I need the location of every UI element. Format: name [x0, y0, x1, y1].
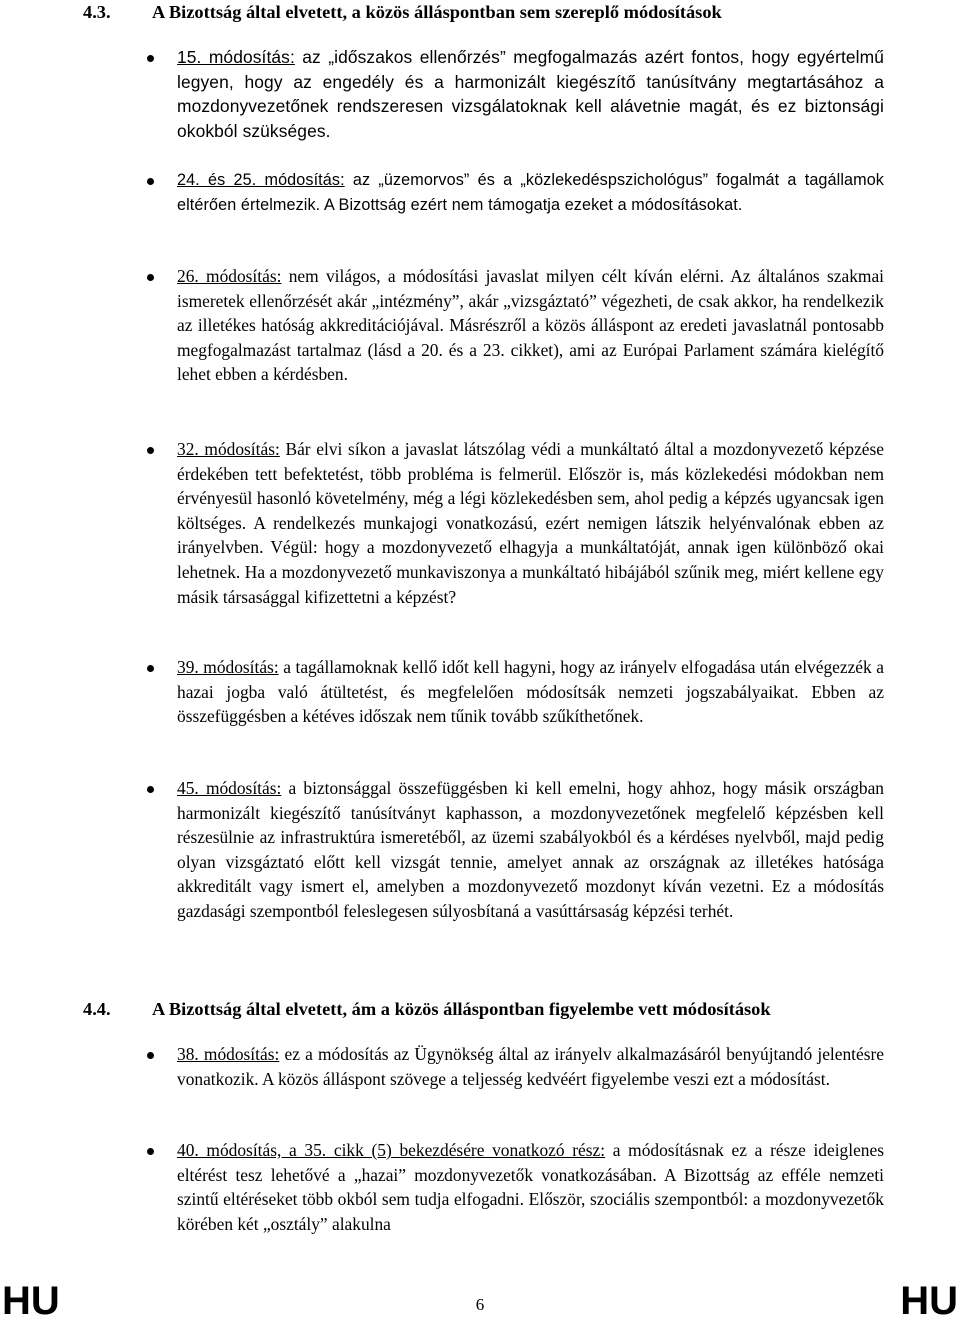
amendment-ref: 32. módosítás:: [177, 439, 280, 459]
bullet-icon: [147, 665, 154, 672]
bullet-icon: [147, 447, 154, 454]
bullet-icon: [147, 274, 154, 281]
amendment-text: a tagállamoknak kellő időt kell hagyni, hogy az irányelv elfogadása után elvégezzék a hazai jogba való átültetést, és megfelelően módosítsák nemzeti jogszabályaikat. Ebben az összefüggésben a kétéves időszak nem tűnik tovább szűkíthetőnek.: [177, 657, 884, 727]
amendment-text: az „üzemorvos” és a „közlekedéspszichológus” fogalmát a tagállamok eltérően értelmezik. A Bizottság ezért nem támogatja ezeket a módosításokat.: [177, 171, 884, 214]
list-item: [177, 437, 884, 609]
amendment-text: ez a módosítás az Ügynökség által az irányelv alkalmazásáról benyújtandó jelentésre vonatkozik. A közös álláspont szövege a teljesség kedvéért figyelembe veszi ezt a módosítást.: [177, 1044, 884, 1089]
list-item: [177, 655, 884, 729]
list-item: [177, 776, 884, 924]
amendment-text: a módosításnak ez a része ideiglenes eltérést tesz lehetővé a „hazai” mozdonyvezetők vonatkozásában. A Bizottság az efféle nemzeti szintű eltéréseket több okból sem tudja elfogadni. Először, szociális szempontból: a mozdonyvezetők körében két „osztály” alakulna: [177, 1140, 884, 1234]
amendment-ref: 40. módosítás, a 35. cikk (5) bekezdésére vonatkozó rész:: [177, 1140, 606, 1160]
section-number: 4.3.: [83, 2, 111, 22]
bullet-icon: [147, 178, 154, 185]
list-item: [177, 45, 884, 143]
bullet-icon: [147, 1052, 154, 1059]
amendment-text: Bár elvi síkon a javaslat látszólag védi a munkáltató által a mozdonyvezető képzése érdekében tett befektetést, több probléma is felmerül. Először is, más közlekedési módokban nem érvényesül hasonló követelmény, még a légi közlekedésben sem, ahol pedig a képzés ugyancsak igen költséges. A rendelkezés munkajogi vonatkozású, ezért nemigen látszik helyénvalónak ebben az irányelvben. Végül: hogy a mozdonyvezető elhagyja a munkáltatóját, annak igen különböző okai lehetnek. Ha a mozdonyvezető munkaviszonya a munkáltató hibájából szűnik meg, miért kellene egy másik társasággal kifizettetni a képzést?: [177, 439, 884, 607]
list-item: [177, 1138, 884, 1236]
amendment-ref: 38. módosítás:: [177, 1044, 280, 1064]
page-number: 6: [475, 1295, 485, 1314]
section-title: A Bizottság által elvetett, ám a közös álláspontban figyelembe vett módosítások: [152, 999, 771, 1019]
list-item: [177, 264, 884, 387]
amendment-ref: 24. és 25. módosítás:: [177, 171, 345, 189]
bullet-icon: [147, 1148, 154, 1155]
bullet-icon: [147, 55, 154, 62]
list-item: [177, 1042, 884, 1091]
bullet-icon: [147, 786, 154, 793]
footer-language-left: HU: [2, 1279, 60, 1323]
amendment-ref: 39. módosítás:: [177, 657, 279, 677]
amendment-ref: 26. módosítás:: [177, 266, 282, 286]
amendment-ref: 15. módosítás:: [177, 47, 295, 67]
footer-language-right: HU: [900, 1279, 958, 1323]
section-title: A Bizottság által elvetett, a közös álláspontban sem szereplő módosítások: [152, 2, 722, 22]
amendment-text: az „időszakos ellenőrzés” megfogalmazás azért fontos, hogy egyértelmű legyen, hogy az engedély és a harmonizált kiegészítő tanúsítvány megtartásához a mozdonyvezetőnek rendszeresen vizsgálatoknak kell alávetnie magát, és ez biztonsági okokból szükséges.: [177, 47, 884, 141]
amendment-text: a biztonsággal összefüggésben ki kell emelni, hogy ahhoz, hogy másik országban harmonizált kiegészítő tanúsítványt kaphasson, a mozdonyvezetőnek megfelelő képzésben kell részesülnie az infrastruktúra ismeretéből, az üzemi szabályokból és a kérdéses nyelvből, majd pedig olyan vizsgáztató előtt kell vizsgát tennie, amelyet annak az országnak az illetékes hatósága akkreditált vagy ismert el, amelyben a mozdonyvezető mozdonyt kíván vezetni. Ez a módosítás gazdasági szempontból feleslegesen súlyosbítaná a vasúttársaság képzési terhét.: [177, 778, 885, 921]
amendment-ref: 45. módosítás:: [177, 778, 282, 798]
list-item: [177, 168, 884, 217]
amendment-text: nem világos, a módosítási javaslat milyen célt kíván elérni. Az általános szakmai ismeretek ellenőrzését akár „intézmény”, akár „vizsgáztató” végezheti, de csak akkor, ha rendelkezik az illetékes hatóság akkreditációjával. Másrészről a közös álláspont az eredeti javaslatnál pontosabb megfogalmazást tartalmaz (lásd a 20. és a 23. cikket), ami az Európai Parlament számára kielégítő lehet ebben a kérdésben.: [177, 266, 884, 385]
section-number: 4.4.: [83, 999, 111, 1019]
